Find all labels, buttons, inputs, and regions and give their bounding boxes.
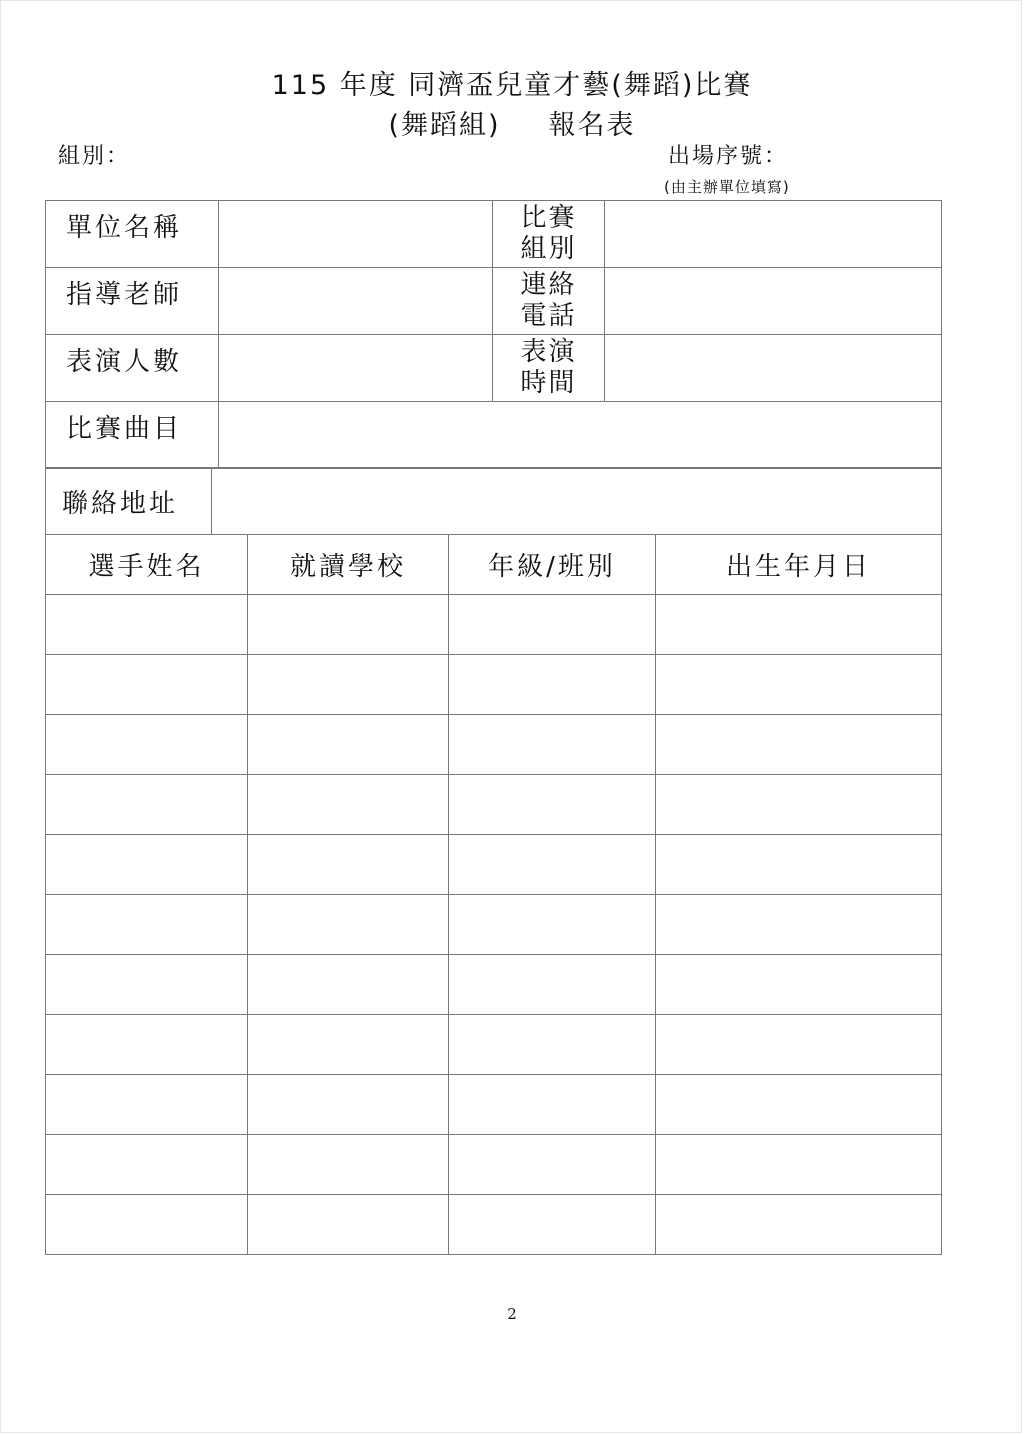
- roster-cell[interactable]: [248, 595, 449, 655]
- instructor-field[interactable]: [219, 268, 493, 335]
- roster-cell[interactable]: [656, 895, 942, 955]
- roster-cell[interactable]: [449, 1015, 656, 1075]
- roster-cell[interactable]: [449, 835, 656, 895]
- roster-cell[interactable]: [656, 775, 942, 835]
- roster-cell[interactable]: [656, 655, 942, 715]
- table-row: [46, 655, 942, 715]
- roster-cell[interactable]: [46, 895, 248, 955]
- table-row: [46, 1075, 942, 1135]
- contact-phone-field[interactable]: [605, 268, 942, 335]
- order-number-note: (由主辦單位填寫): [664, 178, 790, 196]
- roster-cell[interactable]: [46, 595, 248, 655]
- roster-cell[interactable]: [248, 655, 449, 715]
- table-row: [46, 835, 942, 895]
- roster-cell[interactable]: [449, 955, 656, 1015]
- roster-cell[interactable]: [248, 1195, 449, 1255]
- roster-table: [45, 534, 942, 1255]
- roster-cell[interactable]: [656, 715, 942, 775]
- subtitle-form: 報名表: [548, 110, 636, 141]
- roster-cell[interactable]: [46, 1075, 248, 1135]
- page-number: 2: [507, 1305, 517, 1323]
- roster-cell[interactable]: [248, 775, 449, 835]
- performance-time-label: 表演 時間: [493, 335, 605, 402]
- column-header-school: 就讀學校: [248, 535, 449, 595]
- roster-cell[interactable]: [449, 775, 656, 835]
- roster-cell[interactable]: [46, 775, 248, 835]
- roster-cell[interactable]: [656, 595, 942, 655]
- order-number-label: 出場序號：: [668, 144, 789, 169]
- roster-cell[interactable]: [449, 1075, 656, 1135]
- address-table: [45, 467, 942, 535]
- table-row: [46, 1195, 942, 1255]
- form-subtitle: [0, 103, 1024, 142]
- roster-cell[interactable]: [248, 895, 449, 955]
- contest-group-label: 比賽 組別: [493, 201, 605, 268]
- roster-cell[interactable]: [248, 715, 449, 775]
- roster-cell[interactable]: [656, 1015, 942, 1075]
- table-row: [46, 955, 942, 1015]
- performer-count-field[interactable]: [219, 335, 493, 402]
- roster-cell[interactable]: [46, 1195, 248, 1255]
- roster-cell[interactable]: [248, 1135, 449, 1195]
- form-title: 115 年度 同濟盃兒童才藝(舞蹈)比賽: [271, 70, 753, 101]
- table-row: [46, 1015, 942, 1075]
- roster-cell[interactable]: [46, 655, 248, 715]
- column-header-grade-class: 年級/班別: [449, 535, 656, 595]
- contact-address-label: 聯絡地址: [46, 468, 212, 535]
- table-row: [46, 1135, 942, 1195]
- roster-cell[interactable]: [449, 895, 656, 955]
- contest-piece-label: 比賽曲目: [46, 402, 219, 469]
- table-row: [46, 895, 942, 955]
- roster-cell[interactable]: [248, 1015, 449, 1075]
- performer-count-label: 表演人數: [46, 335, 219, 402]
- roster-cell[interactable]: [46, 1135, 248, 1195]
- table-row: [46, 775, 942, 835]
- table-row: [46, 595, 942, 655]
- roster-cell[interactable]: [248, 1075, 449, 1135]
- column-header-name: 選手姓名: [46, 535, 248, 595]
- roster-cell[interactable]: [656, 835, 942, 895]
- roster-cell[interactable]: [656, 1075, 942, 1135]
- roster-cell[interactable]: [248, 835, 449, 895]
- subtitle-group: (舞蹈組): [388, 110, 501, 141]
- performance-time-field[interactable]: [605, 335, 942, 402]
- info-table: [45, 200, 942, 469]
- roster-cell[interactable]: [449, 1195, 656, 1255]
- roster-cell[interactable]: [449, 715, 656, 775]
- table-row: [46, 715, 942, 775]
- roster-cell[interactable]: [449, 1135, 656, 1195]
- roster-cell[interactable]: [449, 595, 656, 655]
- roster-cell[interactable]: [46, 955, 248, 1015]
- unit-name-label: 單位名稱: [46, 201, 219, 268]
- roster-cell[interactable]: [656, 955, 942, 1015]
- contest-group-field[interactable]: [605, 201, 942, 268]
- contest-piece-field[interactable]: [219, 402, 942, 469]
- group-label: 組別：: [58, 144, 131, 169]
- unit-name-field[interactable]: [219, 201, 493, 268]
- roster-cell[interactable]: [46, 715, 248, 775]
- roster-cell[interactable]: [449, 655, 656, 715]
- contact-address-field[interactable]: [212, 468, 942, 535]
- roster-cell[interactable]: [656, 1195, 942, 1255]
- roster-cell[interactable]: [46, 1015, 248, 1075]
- instructor-label: 指導老師: [46, 268, 219, 335]
- roster-cell[interactable]: [248, 955, 449, 1015]
- roster-cell[interactable]: [46, 835, 248, 895]
- contact-phone-label: 連絡 電話: [493, 268, 605, 335]
- roster-cell[interactable]: [656, 1135, 942, 1195]
- column-header-birthdate: 出生年月日: [656, 535, 942, 595]
